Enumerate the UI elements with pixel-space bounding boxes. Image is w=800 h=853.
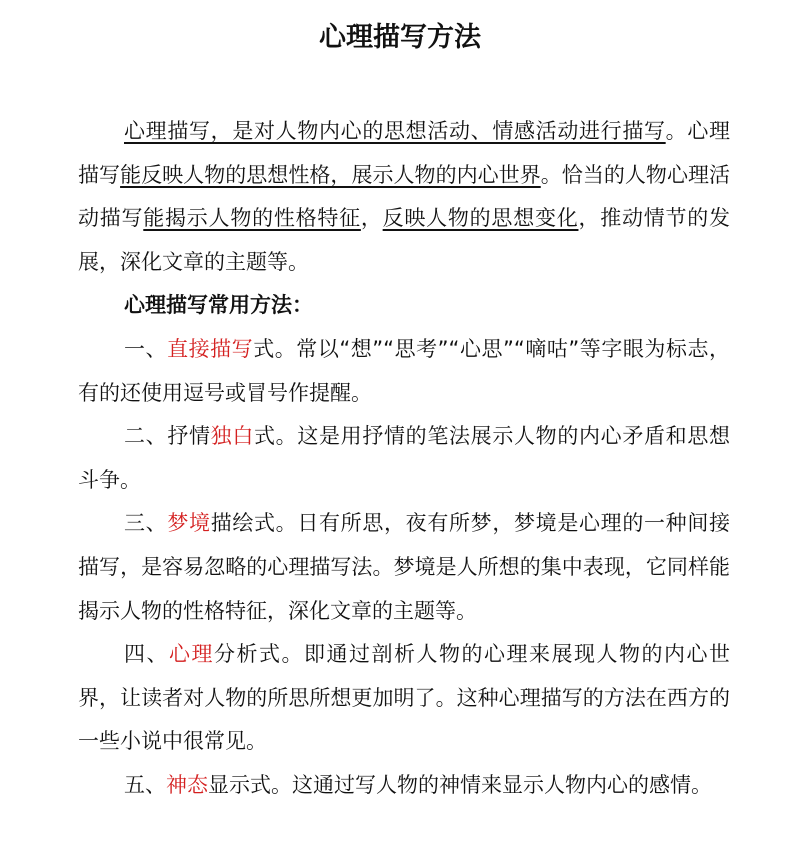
intro-underlined-2: 能反映人物的思想性格，展示人物的内心世界	[120, 162, 541, 187]
intro-text-2: 。恰当的人物心理活动描写	[78, 162, 731, 231]
intro-text-3: ，	[360, 206, 383, 231]
intro-underlined-3: 能揭示人物的性格特征	[143, 206, 361, 231]
intro-underlined-1: 心理描写，是对人物内心的思想活动、情感活动进行描写	[124, 119, 666, 143]
method-paragraph-3	[78, 502, 730, 633]
method-highlight: 梦境	[167, 511, 211, 536]
method-text: 分析式。即通过剖析人物的心理来展现人物的内心世界，让读者对人物的所思所想更加明了。这种心理描写的方法在西方的一些小说中很常见。	[78, 642, 730, 754]
method-text: 描绘式。日有所思，夜有所梦，梦境是心理的一种间接描写，是容易忽略的心理描写法。梦境是人所想的集中表现，它同样能揭示人物的性格特征，深化文章的主题等。	[78, 511, 731, 623]
method-prefix: 三、	[124, 511, 168, 536]
methods-heading: 心理描写常用方法：	[124, 293, 313, 318]
method-paragraph-5	[78, 764, 730, 808]
method-paragraph-4	[78, 633, 730, 764]
page-title: 心理描写方法	[319, 22, 481, 53]
method-paragraph-1	[78, 328, 730, 415]
method-highlight: 独白	[210, 424, 255, 449]
method-text: 式。常以“想”“思考”“心思”“嘀咕”等字眼为标志，有的还使用逗号或冒号作提醒。	[78, 336, 731, 405]
method-paragraph-2	[78, 415, 730, 502]
method-highlight: 心理	[169, 642, 214, 667]
method-highlight: 神态	[166, 772, 208, 797]
method-text: 显示式。这通过写人物的神情来显示人物内心的感情。	[208, 772, 712, 797]
method-prefix: 五、	[124, 772, 166, 797]
method-highlight: 直接描写	[167, 336, 254, 361]
method-prefix: 一、	[124, 336, 168, 361]
intro-underlined-4: 反映人物的思想变化	[382, 206, 579, 231]
method-prefix: 二、抒情	[124, 424, 211, 449]
intro-text-4: ，推动情节的发展，深化文章的主题等。	[78, 206, 731, 274]
method-text: 式。这是用抒情的笔法展示人物的内心矛盾和思想斗争。	[78, 424, 731, 492]
method-prefix: 四、	[124, 642, 169, 667]
intro-text-1: 。心理描写	[78, 119, 731, 187]
intro-paragraph	[78, 110, 730, 284]
document-body	[78, 110, 730, 808]
